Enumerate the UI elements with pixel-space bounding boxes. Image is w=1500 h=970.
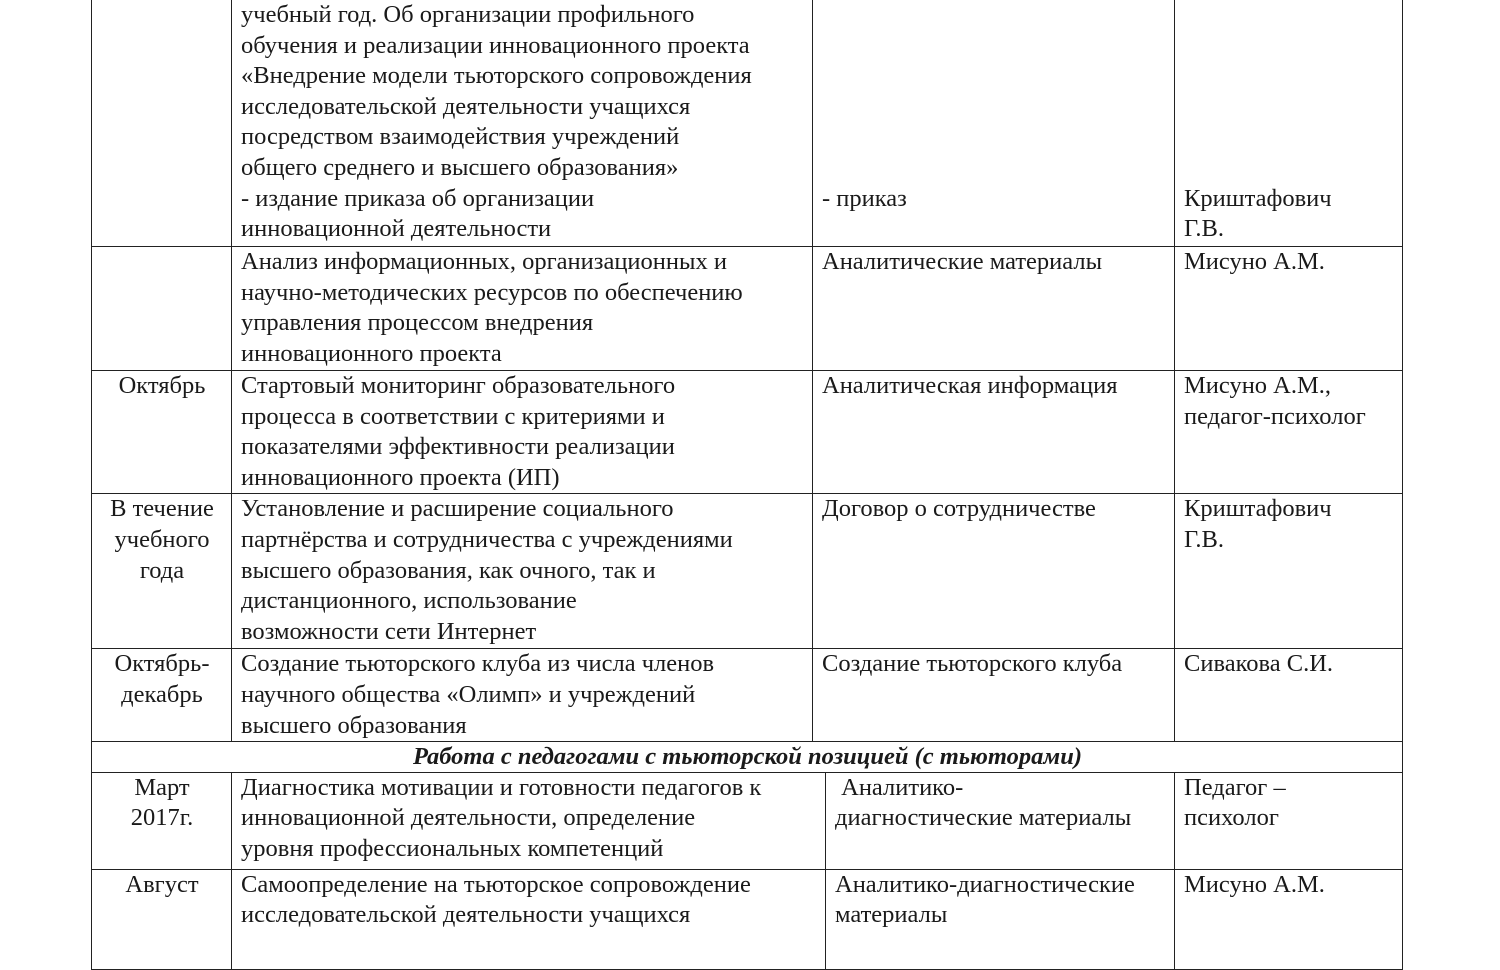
activity-line: дистанционного, использование xyxy=(241,587,577,615)
table-row xyxy=(92,649,1403,742)
activity-line: Установление и расширение социального xyxy=(241,495,674,523)
table-row xyxy=(92,247,1403,371)
responsible-cell xyxy=(1175,649,1403,742)
activity-cell xyxy=(232,0,813,247)
when-line: Октябрь- xyxy=(114,650,210,678)
table-row xyxy=(92,869,1403,969)
activity-line: «Внедрение модели тьюторского сопровождения xyxy=(241,62,752,90)
result-line: Аналитико- xyxy=(835,773,964,801)
activity-line: исследовательской деятельности учащихся xyxy=(241,901,691,929)
result-cell xyxy=(813,247,1175,371)
plan-table xyxy=(91,0,1403,773)
result-cell xyxy=(813,494,1175,649)
document-page xyxy=(91,0,1403,970)
when-line: Октябрь xyxy=(118,372,206,399)
responsible-cell xyxy=(1175,371,1403,494)
when-cell xyxy=(92,247,232,371)
activity-line: управления процессом внедрения xyxy=(241,309,594,337)
responsible-line: психолог xyxy=(1184,804,1279,832)
table-row xyxy=(92,494,1403,649)
when-cell xyxy=(92,0,232,247)
activity-line: обучения и реализации инновационного проекта xyxy=(241,31,750,59)
result-line: Аналитическая информация xyxy=(822,372,1118,399)
responsible-line: Педагог – xyxy=(1184,773,1286,801)
responsible-line: Криштафович xyxy=(1184,495,1332,523)
responsible-cell xyxy=(1175,0,1403,247)
activity-line: Анализ информационных, организационных и xyxy=(241,248,727,275)
result-line: Аналитико-диагностические xyxy=(835,870,1135,898)
activity-line: инновационного проекта xyxy=(241,339,502,367)
responsible-cell xyxy=(1175,772,1403,869)
when-line: учебного xyxy=(114,525,210,553)
responsible-cell xyxy=(1175,494,1403,649)
responsible-line: Г.В. xyxy=(1184,525,1224,553)
section-row xyxy=(92,742,1403,773)
responsible-cell xyxy=(1175,247,1403,371)
responsible-line: Г.В. xyxy=(1184,215,1224,243)
activity-cell xyxy=(232,247,813,371)
activity-line: Стартовый мониторинг образовательного xyxy=(241,372,676,399)
responsible-line: Криштафович xyxy=(1184,184,1332,212)
when-line: года xyxy=(139,556,185,584)
result-line: Договор о сотрудничестве xyxy=(822,495,1096,523)
activity-line: процесса в соответствии с критериями и xyxy=(241,402,665,430)
activity-cell xyxy=(232,772,826,869)
activity-line: научно-методических ресурсов по обеспечению xyxy=(241,278,743,306)
activity-line: учебный год. Об организации профильного xyxy=(241,1,695,28)
result-cell xyxy=(813,0,1175,247)
when-line: Март xyxy=(134,773,190,801)
activity-cell xyxy=(232,649,813,742)
when-line: Август xyxy=(125,870,199,898)
activity-line: научного общества «Олимп» и учреждений xyxy=(241,680,696,708)
when-cell xyxy=(92,869,232,969)
result-line: диагностические материалы xyxy=(835,804,1132,832)
activity-line: партнёрства и сотрудничества с учреждениями xyxy=(241,525,733,553)
result-cell xyxy=(813,649,1175,742)
activity-line: Создание тьюторского клуба из числа членов xyxy=(241,650,715,678)
when-line: 2017г. xyxy=(130,804,194,832)
activity-line: инновационной деятельности, определение xyxy=(241,804,696,832)
activity-line: посредством взаимодействия учреждений xyxy=(241,123,680,151)
table-row xyxy=(92,772,1403,869)
responsible-line: педагог-психолог xyxy=(1184,402,1366,430)
plan-table-continued xyxy=(91,772,1403,970)
result-line: материалы xyxy=(835,901,948,929)
result-cell xyxy=(826,772,1175,869)
activity-line: общего среднего и высшего образования» xyxy=(241,153,679,181)
activity-cell xyxy=(232,494,813,649)
section-title: Работа с педагогами с тьюторской позицией (с тьюторами) xyxy=(92,742,1403,773)
when-line: декабрь xyxy=(121,680,203,708)
activity-line: Самоопределение на тьюторское сопровождение xyxy=(241,870,751,898)
when-cell xyxy=(92,772,232,869)
activity-line: - издание приказа об организации xyxy=(241,184,595,212)
result-cell xyxy=(813,371,1175,494)
activity-line: уровня профессиональных компетенций xyxy=(241,835,664,863)
activity-line: инновационной деятельности xyxy=(241,215,552,243)
activity-cell xyxy=(232,371,813,494)
responsible-line: Мисуно А.М., xyxy=(1184,372,1332,399)
result-line: - приказ xyxy=(822,184,907,212)
responsible-cell xyxy=(1175,869,1403,969)
activity-line: показателями эффективности реализации xyxy=(241,433,675,461)
responsible-line: Мисуно А.М. xyxy=(1184,248,1325,275)
responsible-line: Мисуно А.М. xyxy=(1184,870,1325,898)
when-cell xyxy=(92,649,232,742)
activity-line: инновационного проекта (ИП) xyxy=(241,463,560,491)
activity-line: исследовательской деятельности учащихся xyxy=(241,92,691,120)
responsible-line: Сивакова С.И. xyxy=(1184,650,1334,678)
activity-line: высшего образования xyxy=(241,711,467,739)
activity-line: Диагностика мотивации и готовности педагогов к xyxy=(241,773,762,801)
activity-line: высшего образования, как очного, так и xyxy=(241,556,656,584)
result-line: Создание тьюторского клуба xyxy=(822,650,1123,678)
table-row xyxy=(92,371,1403,494)
when-cell xyxy=(92,371,232,494)
activity-cell xyxy=(232,869,826,969)
table-row xyxy=(92,0,1403,247)
when-cell xyxy=(92,494,232,649)
result-line: Аналитические материалы xyxy=(822,248,1103,275)
activity-line: возможности сети Интернет xyxy=(241,617,537,645)
result-cell xyxy=(826,869,1175,969)
when-line: В течение xyxy=(110,495,214,523)
